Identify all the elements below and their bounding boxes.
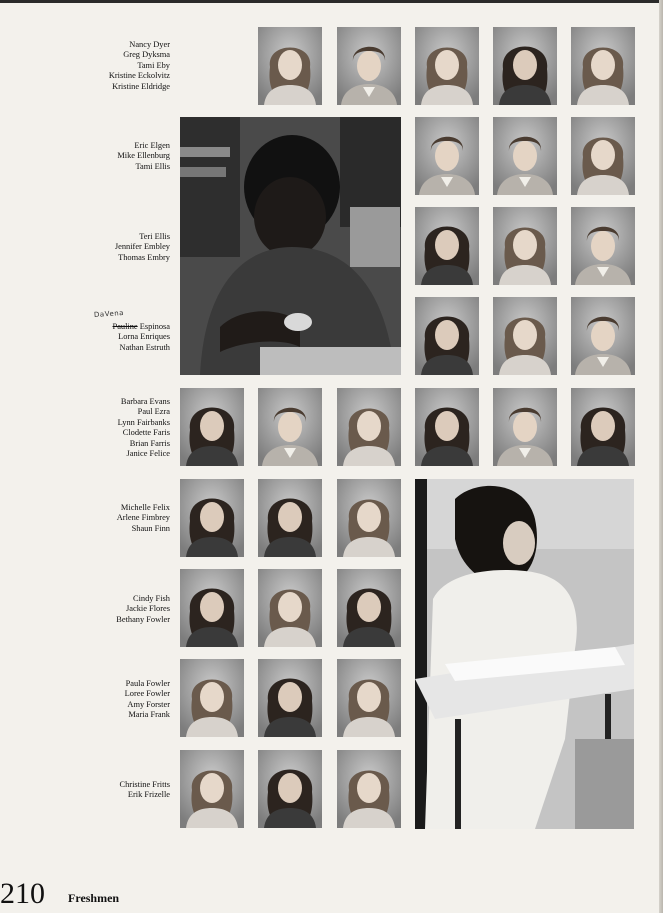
- student-name: Loree Fowler: [124, 689, 170, 699]
- student-name: Jackie Flores: [126, 604, 170, 614]
- student-portrait: [415, 117, 479, 195]
- student-name: Erik Frizelle: [127, 790, 170, 800]
- name-list-group-5: [0, 397, 170, 459]
- student-name: Lynn Fairbanks: [117, 417, 170, 427]
- student-portrait: [180, 750, 244, 828]
- student-name: Maria Frank: [128, 710, 170, 720]
- student-portrait: [493, 388, 557, 466]
- student-portrait: [180, 569, 244, 647]
- page-number: 210: [0, 877, 45, 910]
- student-portrait: [571, 27, 635, 105]
- student-name: Kristine Eldridge: [112, 81, 170, 91]
- name-list-group-7: [0, 594, 170, 625]
- student-portrait: [571, 297, 635, 375]
- name-list-group-1: [0, 40, 170, 92]
- student-name: Teri Ellis: [139, 232, 170, 241]
- student-name: Paul Ezra: [137, 407, 170, 417]
- candid-photo-student-at-desk: [180, 117, 401, 375]
- student-portrait: [180, 479, 244, 557]
- student-portrait: [493, 207, 557, 285]
- student-name: Tami Ellis: [135, 161, 170, 171]
- student-name: Tami Eby: [137, 60, 170, 70]
- student-name: Kristine Eckolvitz: [108, 71, 170, 81]
- student-name: Shaun Finn: [131, 523, 170, 533]
- student-name: Bethany Fowler: [116, 614, 170, 624]
- name-list-group-2: [0, 141, 170, 172]
- student-name: Christine Fritts: [119, 780, 170, 789]
- student-name: Cindy Fish: [132, 594, 170, 603]
- student-portrait: [493, 27, 557, 105]
- student-name: Nancy Dyer: [129, 40, 170, 49]
- student-portrait: [258, 659, 322, 737]
- student-portrait: [415, 297, 479, 375]
- student-portrait: [571, 388, 635, 466]
- student-name: Greg Dyksma: [123, 50, 170, 60]
- student-portrait: [337, 479, 401, 557]
- student-name: Brian Farris: [129, 438, 170, 448]
- student-portrait: [415, 207, 479, 285]
- candid-photo-student-writing: [415, 479, 634, 829]
- student-portrait: [337, 750, 401, 828]
- student-name: Eric Elgen: [134, 141, 170, 150]
- name-list-group-8: [0, 679, 170, 721]
- student-portrait: [180, 388, 244, 466]
- student-portrait: [258, 388, 322, 466]
- handwritten-correction: DaVena: [93, 308, 125, 320]
- surname: Espinosa: [139, 322, 170, 331]
- name-list-group-9: [0, 780, 170, 801]
- student-name: Jennifer Embley: [114, 242, 170, 252]
- student-portrait: [571, 117, 635, 195]
- student-portrait: [337, 659, 401, 737]
- student-portrait: [571, 207, 635, 285]
- student-portrait: [415, 388, 479, 466]
- name-list-group-6: [0, 503, 170, 534]
- student-name: Thomas Embry: [118, 252, 170, 262]
- section-label: Freshmen: [68, 891, 120, 905]
- student-portrait: [337, 569, 401, 647]
- student-name: Janice Felice: [126, 449, 170, 459]
- student-name-corrected: [0, 322, 170, 332]
- student-portrait: [180, 659, 244, 737]
- student-name: Barbara Evans: [120, 397, 170, 406]
- student-portrait: [493, 117, 557, 195]
- student-name: Michelle Felix: [120, 503, 170, 512]
- student-name: Paula Fowler: [125, 679, 170, 688]
- student-portrait: [415, 27, 479, 105]
- student-name: Nathan Estruth: [119, 342, 170, 352]
- page-top-border: [0, 0, 663, 3]
- student-portrait: [258, 750, 322, 828]
- student-name: Clodette Faris: [122, 428, 170, 438]
- page-binding-edge: [659, 0, 663, 913]
- name-list-group-3: [0, 232, 170, 263]
- student-portrait: [493, 297, 557, 375]
- student-name: Arlene Fimbrey: [116, 513, 170, 523]
- student-portrait: [258, 479, 322, 557]
- student-portrait: [337, 388, 401, 466]
- student-portrait: [337, 27, 401, 105]
- student-name: Mike Ellenburg: [117, 151, 170, 161]
- struck-first-name: Pauline: [112, 322, 138, 331]
- name-list-group-4: [0, 322, 170, 353]
- student-name: Amy Forster: [127, 699, 170, 709]
- student-name: Lorna Enriques: [118, 332, 170, 342]
- student-portrait: [258, 27, 322, 105]
- student-portrait: [258, 569, 322, 647]
